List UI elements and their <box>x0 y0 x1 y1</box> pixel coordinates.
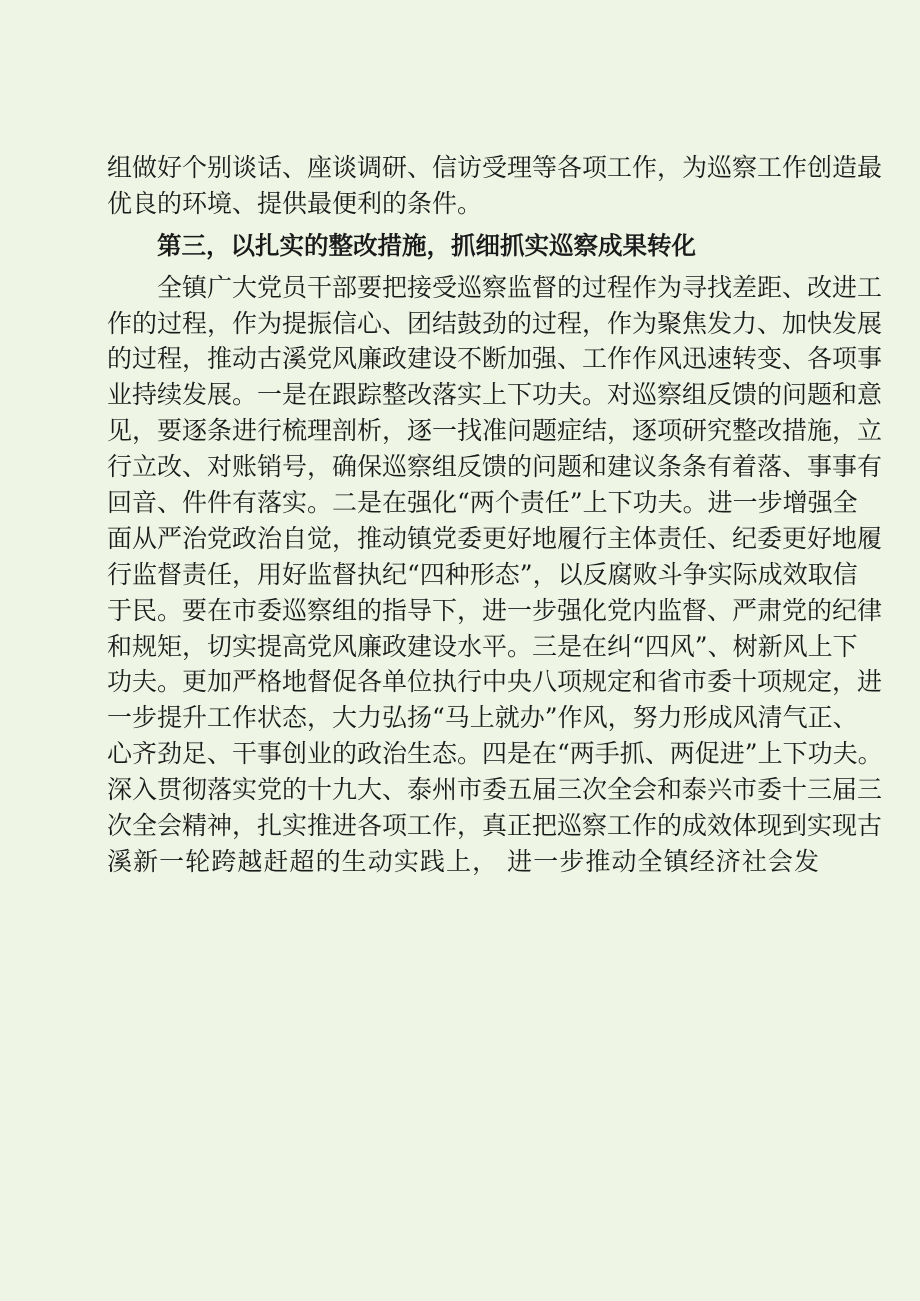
text-line: 功夫。更加严格地督促各单位执行中央八项规定和省市委十项规定，进 <box>107 667 883 697</box>
text-line: 回音、件件有落实。二是在强化“两个责任”上下功夫。进一步增强全 <box>107 488 858 518</box>
document-page <box>107 150 883 880</box>
text-line: 组做好个别谈话、座谈调研、信访受理等各项工作，为巡察工作创造最 <box>107 153 883 182</box>
text-line: 行监督责任，用好监督执纪“四种形态”，以反腐败斗争实际成效取信 <box>107 559 858 589</box>
text-line: 的过程，推动古溪党风廉政建设不断加强、工作作风迅速转变、各项事 <box>107 344 883 374</box>
text-line: 深入贯彻落实党的十九大、泰州市委五届三次全会和泰兴市委十三届三 <box>107 775 883 805</box>
text-line: 于民。要在市委巡察组的指导下，进一步强化党内监督、严肃党的纪律 <box>107 595 883 625</box>
text-line: 面从严治党政治自觉，推动镇党委更好地履行主体责任、纪委更好地履 <box>107 523 883 553</box>
text-line: 一步提升工作状态，大力弘扬“马上就办”作风，努力形成风清气正、 <box>107 703 858 733</box>
text-line: 全镇广大党员干部要把接受巡察监督的过程作为寻找差距、改进工 <box>157 272 883 302</box>
text-line: 心齐劲足、干事创业的政治生态。四是在“两手抓、两促进”上下功夫。 <box>107 739 883 769</box>
text-line: 次全会精神，扎实推进各项工作，真正把巡察工作的成效体现到实现古 <box>107 811 883 841</box>
text-line: 业持续发展。一是在跟踪整改落实上下功夫。对巡察组反馈的问题和意 <box>107 380 883 410</box>
text-line: 作的过程，作为提振信心、团结鼓劲的过程，作为聚焦发力、加快发展 <box>107 308 883 338</box>
text-line: 和规矩，切实提高党风廉政建设水平。三是在纠“四风”、树新风上下 <box>107 631 858 661</box>
text-line: 见，要逐条进行梳理剖析，逐一找准问题症结，逐项研究整改措施，立 <box>107 416 883 446</box>
section-heading: 第三，以扎实的整改措施，抓细抓实巡察成果转化 <box>157 230 696 260</box>
text-line: 行立改、对账销号，确保巡察组反馈的问题和建议条条有着落、事事有 <box>107 452 883 482</box>
paragraph-continued <box>107 150 883 222</box>
text-line: 溪新一轮跨越赶超的生动实践上， 进一步推动全镇经济社会发 <box>107 846 819 876</box>
paragraph-body <box>107 270 883 880</box>
text-line: 优良的环境、提供最便利的条件。 <box>107 188 483 218</box>
